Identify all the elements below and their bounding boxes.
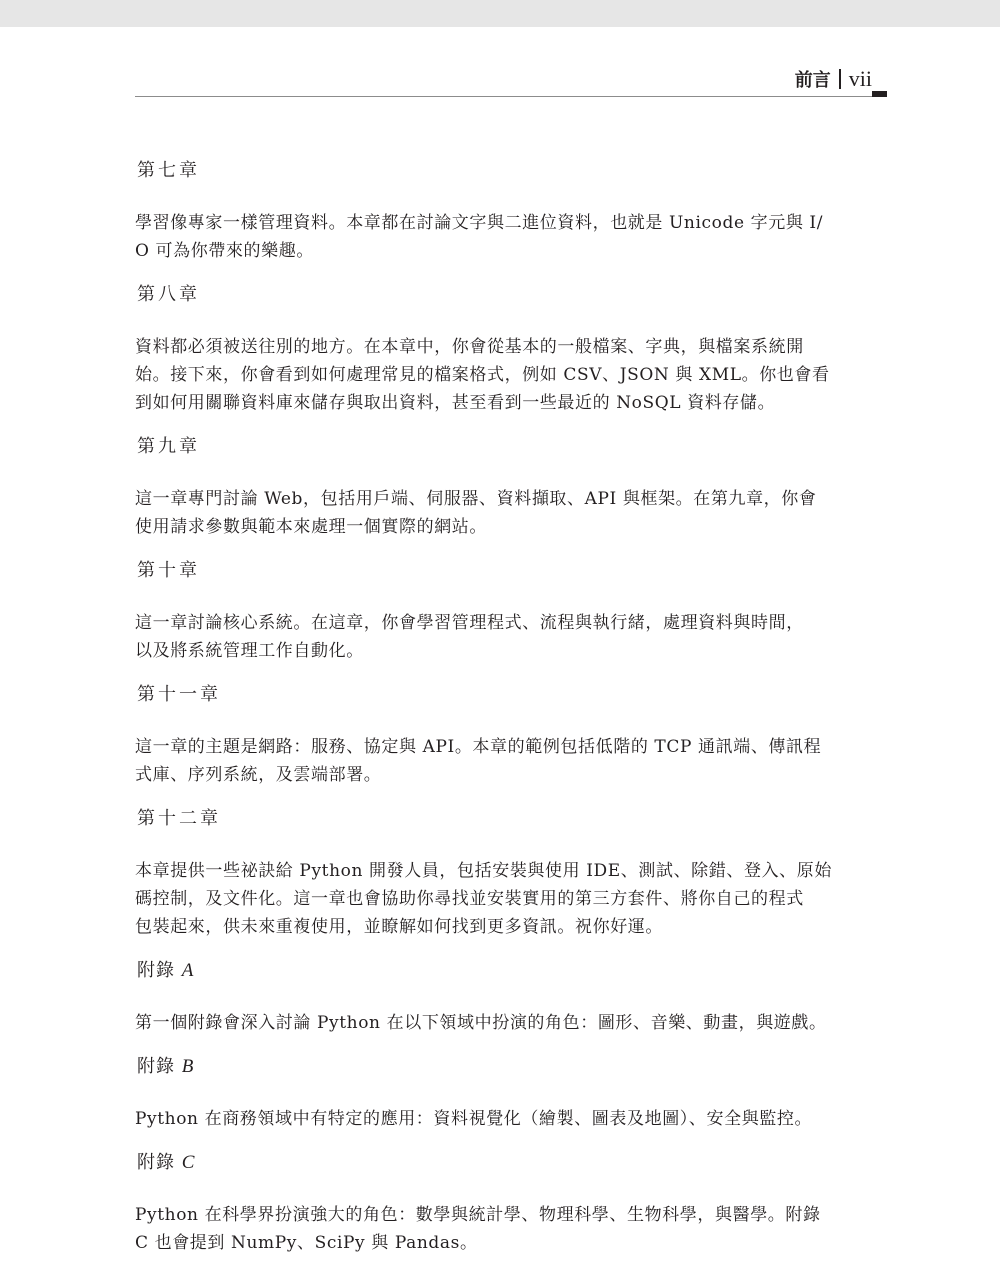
paragraph-line: 這一章專門討論 Web，包括用戶端、伺服器、資料擷取、API 與框架。在第九章，你會: [135, 489, 817, 509]
paragraph-line: C 也會提到 NumPy、SciPy 與 Pandas。: [135, 1233, 478, 1253]
section-heading: 第九章: [137, 436, 200, 457]
running-head: [795, 66, 872, 92]
paragraph-line: 本章提供一些祕訣給 Python 開發人員，包括安裝與使用 IDE、測試、除錯、登入、原始: [135, 861, 832, 881]
top-band: [0, 0, 1000, 27]
appendix-letter: B: [181, 1056, 195, 1077]
appendix-letter: C: [181, 1152, 196, 1173]
appendix-heading: [137, 956, 887, 986]
paragraph-line: 以及將系統管理工作自動化。: [135, 641, 364, 661]
header-rule: [135, 96, 875, 97]
section-heading: 第十章: [137, 560, 200, 581]
appendix-heading: [137, 1148, 887, 1178]
section-heading: 第七章: [137, 160, 200, 181]
appendix-prefix: 附錄: [137, 1056, 175, 1077]
paragraph-line: 學習像專家一樣管理資料。本章都在討論文字與二進位資料，也就是 Unicode 字元與 I/: [135, 213, 824, 233]
paragraph-line: 式庫、序列系統，及雲端部署。: [135, 765, 382, 785]
page-number: vii: [848, 66, 872, 91]
paragraph-line: 包裝起來，供未來重複使用，並瞭解如何找到更多資訊。祝你好運。: [135, 917, 663, 937]
running-head-section: 前言: [794, 70, 831, 91]
paragraph-line: 這一章討論核心系統。在這章，你會學習管理程式、流程與執行緒，處理資料與時間，: [135, 613, 804, 633]
paragraph-line: 資料都必須被送往別的地方。在本章中，你會從基本的一般檔案、字典，與檔案系統開: [135, 337, 804, 357]
appendix-prefix: 附錄: [137, 1152, 175, 1173]
section-paragraph: [135, 733, 887, 789]
paragraph-line: 使用請求參數與範本來處理一個實際的網站。: [135, 517, 487, 537]
appendix-heading: [137, 1052, 887, 1082]
section-heading: 第十一章: [137, 684, 221, 705]
appendix-prefix: 附錄: [137, 960, 175, 981]
section-heading: 第八章: [137, 284, 200, 305]
section-paragraph: [135, 1009, 887, 1037]
section-paragraph: [135, 857, 887, 941]
paragraph-line: Python 在商務領域中有特定的應用：資料視覺化（繪製、圖表及地圖）、安全與監控。: [135, 1109, 813, 1129]
paragraph-line: 碼控制，及文件化。這一章也會協助你尋找並安裝實用的第三方套件、將你自己的程式: [135, 889, 804, 909]
appendix-letter: A: [181, 960, 195, 981]
section-paragraph: [135, 485, 887, 541]
paragraph-line: O 可為你帶來的樂趣。: [135, 241, 314, 261]
running-head-divider: [839, 69, 841, 89]
paragraph-line: 第一個附錄會深入討論 Python 在以下領域中扮演的角色：圖形、音樂、動畫，與遊戲。: [135, 1013, 827, 1033]
section-paragraph: [135, 1105, 887, 1133]
paragraph-line: Python 在科學界扮演強大的角色：數學與統計學、物理科學、生物科學，與醫學。附錄: [135, 1205, 821, 1225]
section-heading: 第十二章: [137, 808, 221, 829]
section-paragraph: [135, 209, 887, 265]
page-body: [135, 156, 887, 1272]
corner-mark: [872, 91, 887, 97]
paragraph-line: 這一章的主題是網路：服務、協定與 API。本章的範例包括低階的 TCP 通訊端、傳訊程: [135, 737, 822, 757]
section-paragraph: [135, 609, 887, 665]
paragraph-line: 始。接下來，你會看到如何處理常見的檔案格式，例如 CSV、JSON 與 XML。你也會看: [135, 365, 830, 385]
paragraph-line: 到如何用關聯資料庫來儲存與取出資料，甚至看到一些最近的 NoSQL 資料存儲。: [135, 393, 776, 413]
section-paragraph: [135, 333, 887, 417]
section-paragraph: [135, 1201, 887, 1257]
